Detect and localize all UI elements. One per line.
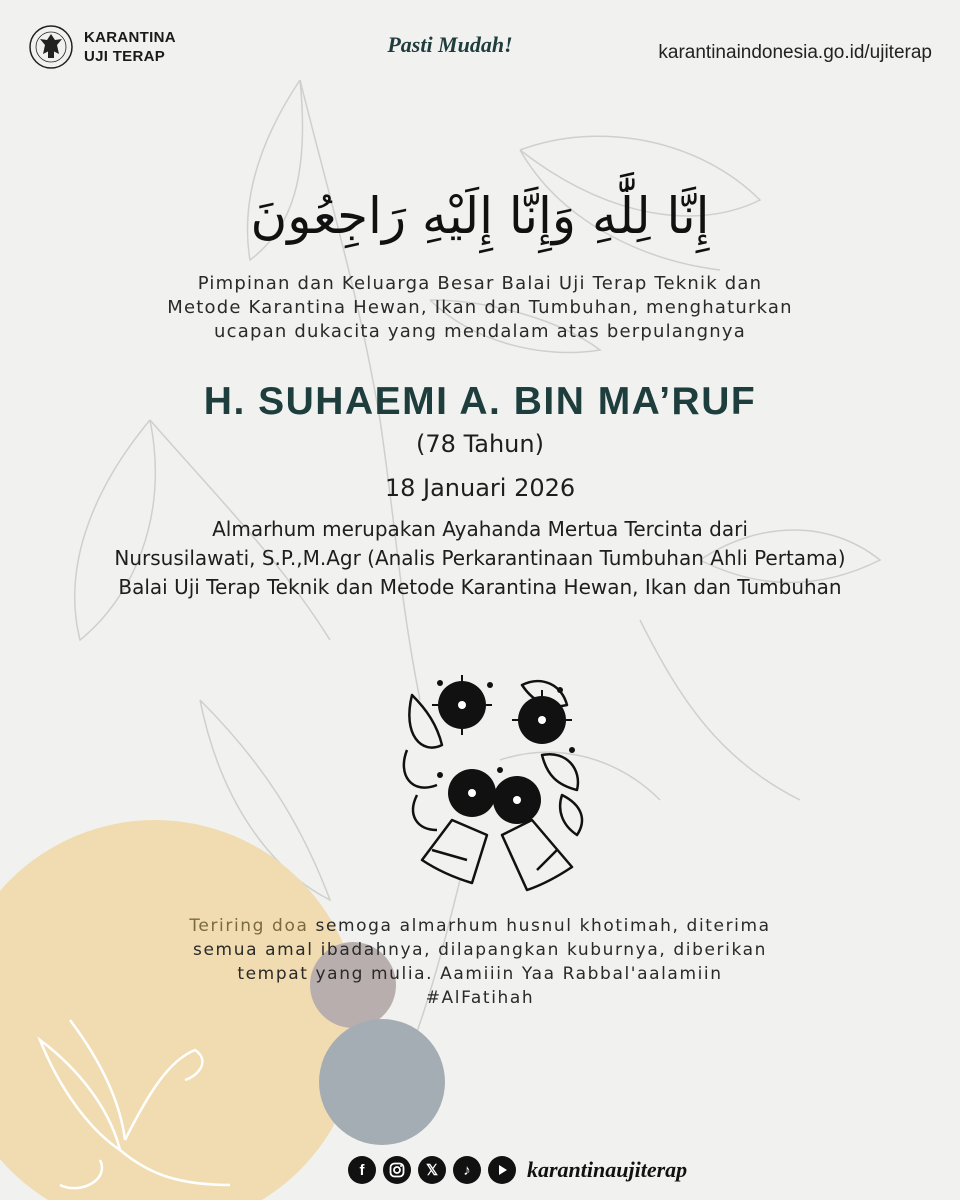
youtube-icon[interactable] [488,1156,516,1184]
social-handle[interactable]: karantinaujiterap [527,1157,688,1182]
brand-line-2: UJI TERAP [84,48,166,65]
x-icon[interactable]: 𝕏 [418,1156,446,1184]
social-bar [348,1152,687,1188]
relation-line-3: Balai Uji Terap Teknik dan Metode Karantina Hewan, Ikan dan Tumbuhan [118,575,842,599]
brand-name [84,28,176,66]
garuda-emblem-icon [28,24,74,70]
hashtag: #AlFatihah [425,988,535,1008]
tagline: Pasti Mudah! [387,32,513,57]
brand-line-1: KARANTINA [84,29,176,46]
slate-circle [319,1019,445,1145]
facebook-icon[interactable]: f [348,1156,376,1184]
intro-text: Pimpinan dan Keluarga Besar Balai Uji Terap Teknik dan Metode Karantina Hewan, Ikan dan Tumbuhan, menghaturkan ucapan dukacita yang mendalam atas berpulangnya [167,273,793,342]
flower-bouquet-icon [392,655,592,895]
website-link[interactable]: karantinaindonesia.go.id/ujiterap [658,42,932,63]
header [0,0,960,100]
prayer-highlight: Teriring doa [189,916,309,936]
prayer-text [160,914,800,1010]
instagram-icon[interactable] [383,1156,411,1184]
relation-line-1: Almarhum merupakan Ayahanda Mertua Tercinta dari [212,517,748,541]
arabic-condolence-phrase: إِنَّا لِلَّٰهِ وَإِنَّا إِلَيْهِ رَاجِعُونَ [250,187,710,245]
date-of-death: 18 Januari 2026 [384,474,576,502]
deceased-age: (78 Tahun) [416,430,544,458]
beige-circle [0,820,360,1200]
tiktok-icon[interactable]: ♪ [453,1156,481,1184]
deceased-name: H. SUHAEMI A. BIN MA’RUF [203,380,757,423]
relation-text [0,515,960,602]
karantina-logo[interactable] [28,24,198,70]
prayer-body: semoga almarhum husnul khotimah, diterima semua amal ibadahnya, dilapangkan kuburnya, diberikan tempat yang mulia. Aamiiin Yaa Rabbal'aalamiin [193,916,771,984]
relation-line-2: Nursusilawati, S.P.,M.Agr (Analis Perkarantinaan Tumbuhan Ahli Pertama) [114,546,846,570]
